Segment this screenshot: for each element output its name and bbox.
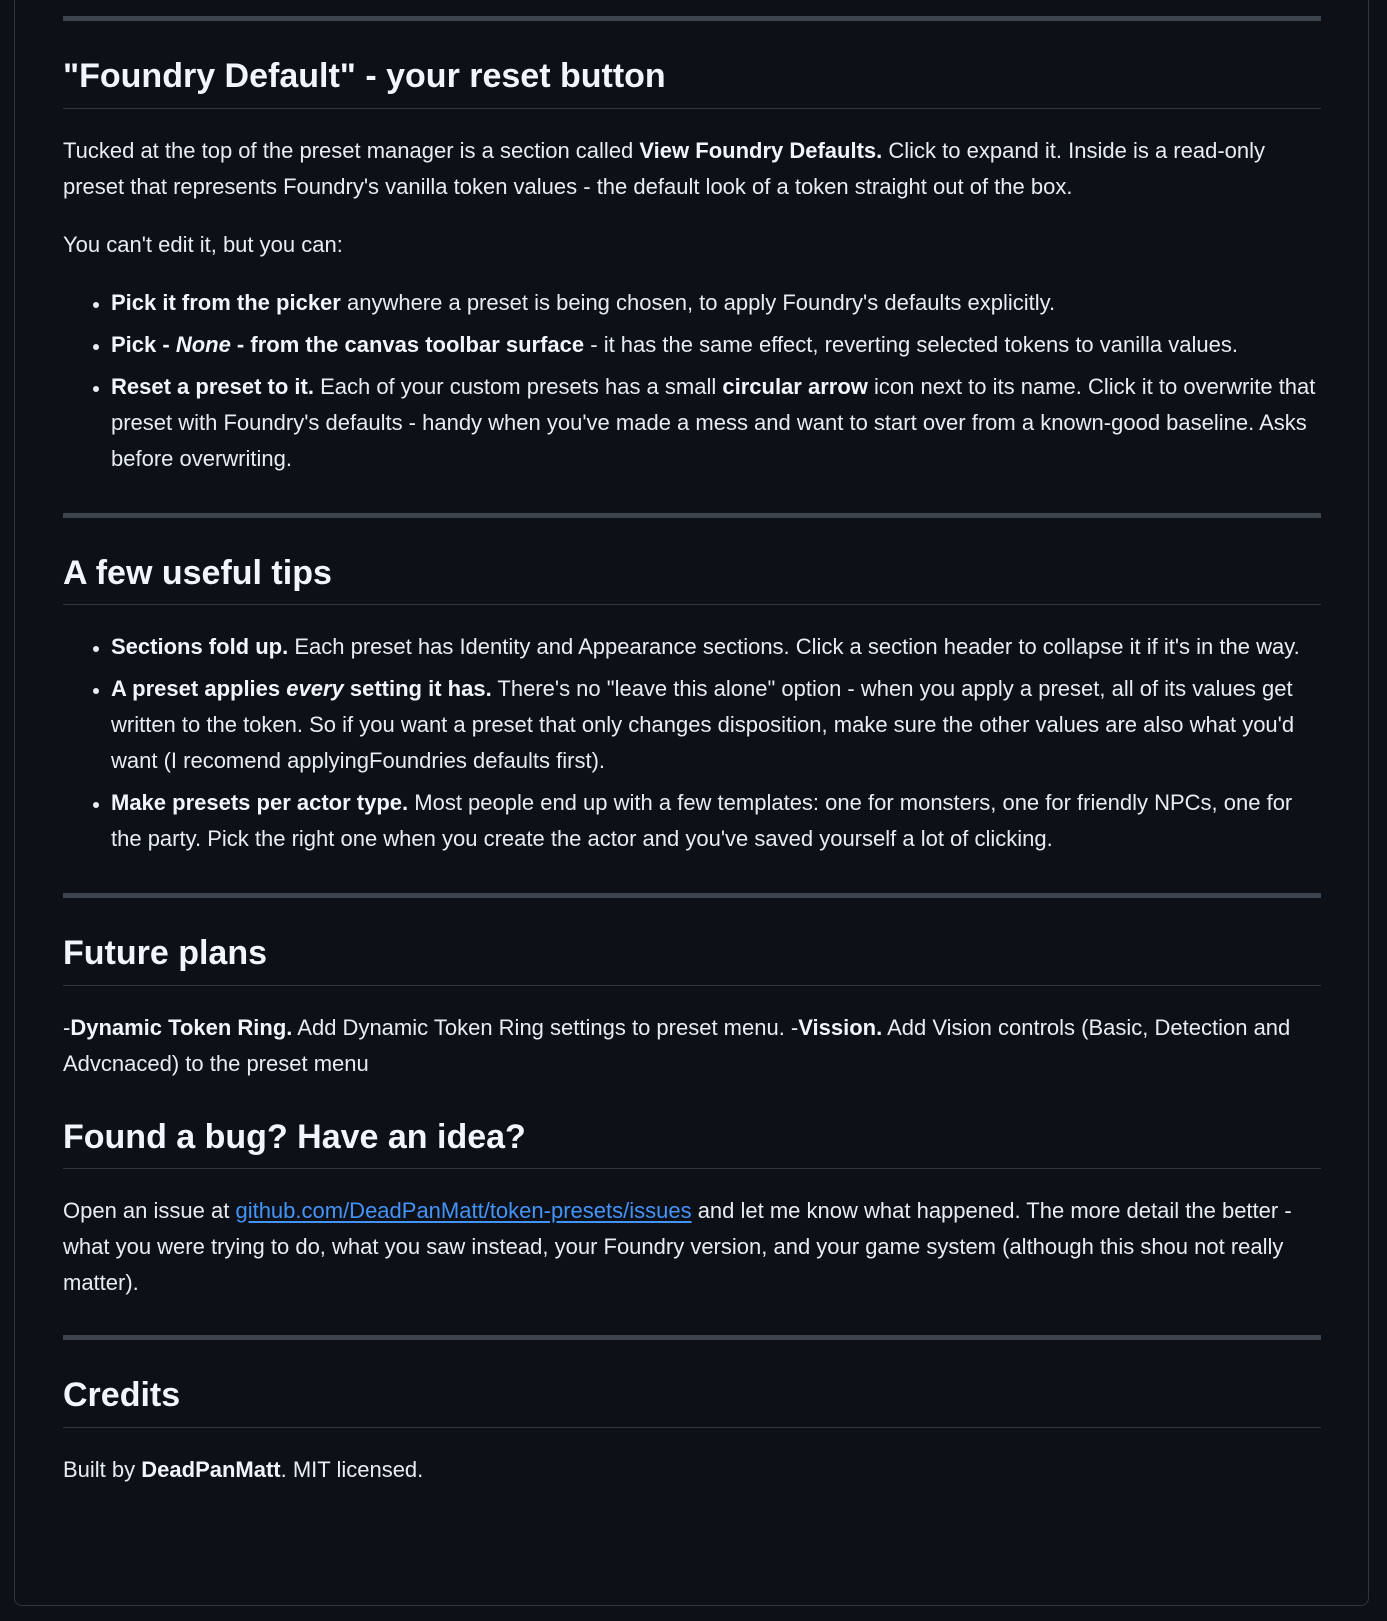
paragraph-future-plans: -Dynamic Token Ring. Add Dynamic Token Ring settings to preset menu. -Vission. Add Vision controls (Basic, Detection and Advcnaced) to the preset menu (63, 1014, 1291, 1076)
paragraph-cant-edit: You can't edit it, but you can: (63, 231, 343, 257)
heading-found-a-bug: Found a bug? Have an idea? (63, 1116, 1321, 1170)
paragraph-bug-report: Open an issue at github.com/DeadPanMatt/token-presets/issues and let me know what happened. The more detail the better - what you were trying to do, what you saw instead, your Foundry version, and your game system (although this shou not really matter). (63, 1198, 1292, 1295)
list-item: • A preset applies every setting it has. There's no "leave this alone" option - when you apply a preset, all of its values get written to the token. So if you want a preset that only changes disposition, make sure the other values are also what you'd want (I recomend applyingFoundries defaults first). (111, 671, 1321, 779)
heading-foundry-default: "Foundry Default" - your reset button (63, 55, 1321, 109)
list-reset-options (63, 285, 1321, 477)
list-item: • Pick it from the picker anywhere a preset is being chosen, to apply Foundry's defaults explicitly. (111, 285, 1321, 321)
heading-future-plans: Future plans (63, 932, 1321, 986)
list-item: • Pick - None - from the canvas toolbar surface - it has the same effect, reverting selected tokens to vanilla values. (111, 327, 1321, 363)
heading-useful-tips: A few useful tips (63, 552, 1321, 606)
paragraph-credits: Built by DeadPanMatt. MIT licensed. (63, 1456, 424, 1482)
list-tips (63, 629, 1321, 857)
paragraph-foundry-default-intro: Tucked at the top of the preset manager is a section called View Foundry Defaults. Click to expand it. Inside is a read-only preset that represents Foundry's vanilla token values - the default look of a token straight out of the box. (63, 137, 1266, 199)
readme-article (63, 0, 1321, 1488)
issues-link[interactable]: github.com/DeadPanMatt/token-presets/issues (235, 1198, 692, 1223)
list-item: • Make presets per actor type. Most people end up with a few templates: one for monsters, one for friendly NPCs, one for the party. Pick the right one when you create the actor and you've saved yourself a lot of clicking. (111, 785, 1321, 857)
list-item: • Reset a preset to it. Each of your custom presets has a small circular arrow icon next to its name. Click it to overwrite that preset with Foundry's defaults - handy when you've made a mess and want to start over from a known-good baseline. Asks before overwriting. (111, 369, 1321, 477)
heading-credits: Credits (63, 1374, 1321, 1428)
list-item: • Sections fold up. Each preset has Identity and Appearance sections. Click a section header to collapse it if it's in the way. (111, 629, 1321, 665)
